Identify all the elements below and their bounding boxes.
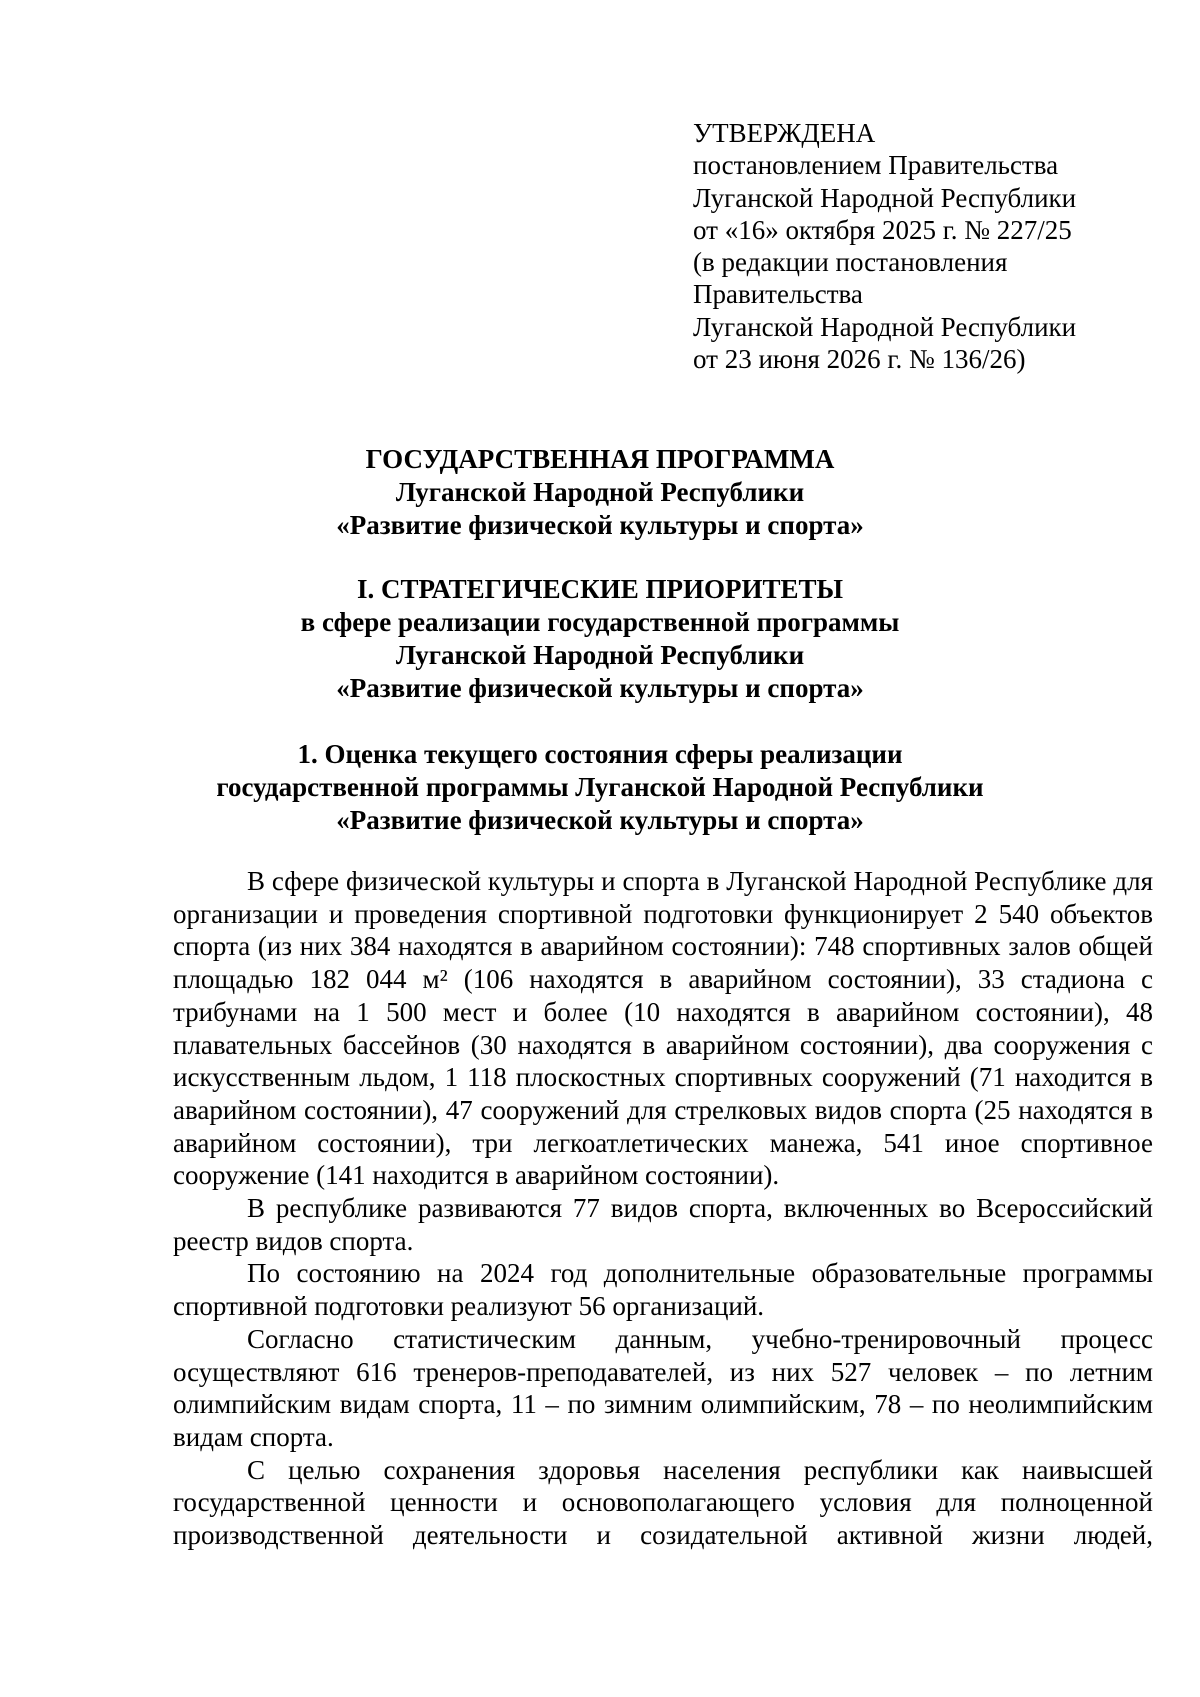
paragraph: С целью сохранения здоровья населения республики как наивысшей государственной ценности и основополагающего условия для полноценной производственной деятельности и созидательной активной жизни людей, — [173, 1454, 1153, 1551]
section-heading-line: Луганской Народной Республики — [395, 640, 805, 670]
program-title-line: Луганской Народной Республики — [395, 477, 805, 507]
paragraph: Согласно статистическим данным, учебно-тренировочный процесс осуществляют 616 тренеров-преподавателей, из них 527 человек – по летним олимпийским видам спорта, 11 – по зимним олимпийским, 78 – по неолимпийским видам спорта. — [173, 1323, 1153, 1452]
approval-line: Луганской Народной Республики — [693, 182, 1077, 213]
approval-line: от 23 июня 2026 г. № 136/26) — [693, 344, 1026, 375]
approval-line: от «16» октября 2025 г. № 227/25 — [693, 214, 1072, 245]
approval-stamp — [693, 117, 1173, 375]
program-title-line: «Развитие физической культуры и спорта» — [336, 510, 864, 540]
section-heading-line: «Развитие физической культуры и спорта» — [336, 673, 864, 703]
section-heading — [100, 573, 1100, 705]
program-title — [100, 443, 1100, 542]
subsection-heading — [100, 738, 1100, 837]
paragraph: В сфере физической культуры и спорта в Луганской Народной Республике для организации и проведения спортивной подготовки функционирует 2 540 объектов спорта (из них 384 находятся в аварийном состоянии): 748 спортивных залов общей площадью 182 044 м² (106 находятся в аварийном состоянии), 33 стадиона с трибунами на 1 500 мест и более (10 находятся в аварийном состоянии), 48 плавательных бассейнов (30 находятся в аварийном состоянии), два сооружения с искусственным льдом, 1 118 плоскостных спортивных сооружений (71 находится в аварийном состоянии), 47 сооружений для стрелковых видов спорта (25 находятся в аварийном состоянии), три легкоатлетических манежа, 541 иное спортивное сооружение (141 находится в аварийном состоянии). — [173, 866, 1153, 1191]
program-title-line: ГОСУДАРСТВЕННАЯ ПРОГРАММА — [365, 444, 835, 474]
body-text — [173, 865, 1153, 1552]
subsection-heading-line: государственной программы Луганской Народной Республики — [216, 772, 984, 802]
subsection-heading-line: 1. Оценка текущего состояния сферы реализации — [297, 739, 903, 769]
approval-line: (в редакции постановления — [693, 247, 1008, 278]
approval-line: постановлением Правительства — [693, 150, 1059, 181]
section-heading-line: в сфере реализации государственной программы — [300, 607, 900, 637]
subsection-heading-line: «Развитие физической культуры и спорта» — [336, 805, 864, 835]
paragraph: По состоянию на 2024 год дополнительные образовательные программы спортивной подготовки реализуют 56 организаций. — [173, 1258, 1153, 1322]
section-heading-line: I. СТРАТЕГИЧЕСКИЕ ПРИОРИТЕТЫ — [356, 574, 844, 604]
paragraph: В республике развиваются 77 видов спорта, включенных во Всероссийский реестр видов спорта. — [173, 1193, 1153, 1256]
approval-line: Луганской Народной Республики — [693, 311, 1077, 342]
approval-line: УТВЕРЖДЕНА — [693, 118, 876, 148]
approval-line: Правительства — [693, 279, 863, 310]
